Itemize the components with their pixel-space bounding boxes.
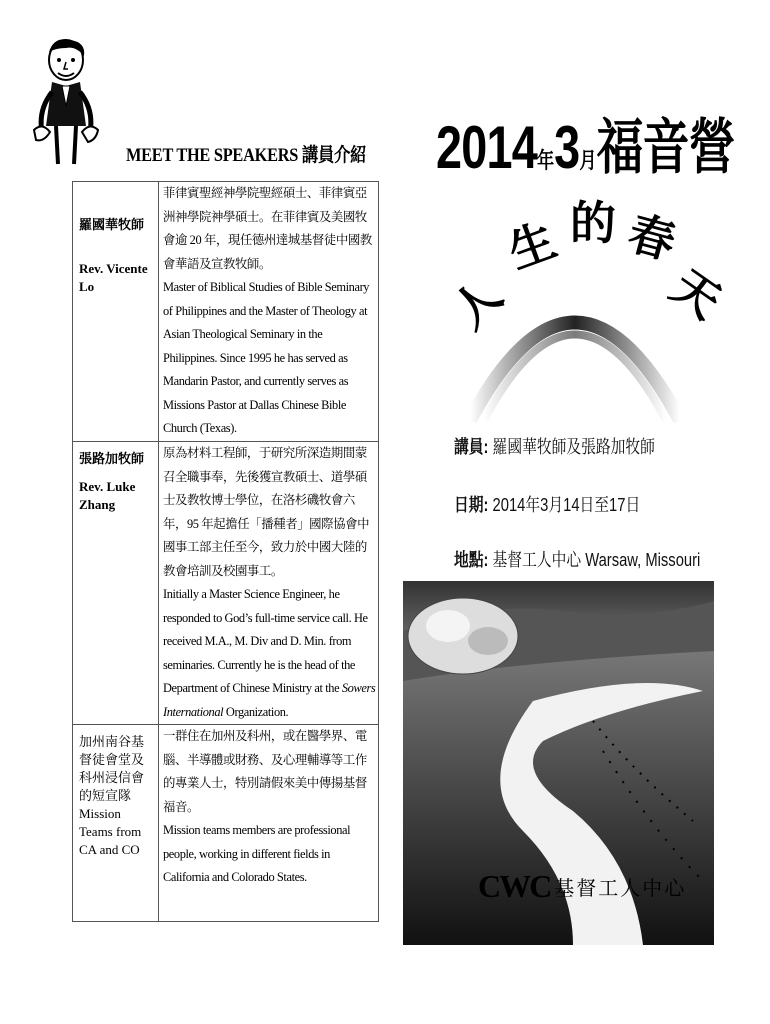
logo-text: 基督工人中心	[554, 878, 687, 900]
bio-en-text: Initially a Master Science Engineer, he responded to God’s full-time service call. He received M.A., M. Div and D. Min. from seminaries. Currently he is the head of the Department of Chinese Ministry at the	[163, 587, 368, 695]
cwc-logo	[478, 868, 686, 905]
speaker-bio-zh: 菲律賓聖經神學院聖經碩士、菲律賓亞洲神學院神學碩士。在菲律賓及美國牧會逾 20 年，現任德州達城基督徒中國教會華語及宣教牧師。	[163, 186, 372, 271]
info-date	[454, 491, 640, 517]
organization-name: Sowers International	[163, 681, 376, 719]
speaker-name-cell	[73, 725, 159, 922]
place-value: 基督工人中心 Warsaw, Missouri	[492, 550, 701, 570]
event-month-unit: 月	[579, 148, 597, 173]
speaker-name-en: Mission Teams from CA and CO	[79, 806, 142, 857]
speaker-bio-en	[163, 583, 376, 724]
speaker-row	[73, 442, 379, 725]
bio-en-text-end: Organization.	[223, 704, 289, 719]
theme-character: 春	[622, 205, 682, 270]
theme-character: 生	[501, 212, 564, 279]
speaker-bio-en: Mission teams members are professional people, working in different fields in California and Colorado States.	[163, 823, 351, 884]
speaker-name-cell	[73, 182, 159, 442]
theme-character: 人	[441, 268, 513, 340]
date-value: 2014年3月14日至17日	[492, 495, 641, 515]
speaker-name-en: Rev. Vicente Lo	[79, 261, 148, 294]
event-year-unit: 年	[536, 148, 555, 173]
speaker-name-en: Rev. Luke Zhang	[79, 479, 136, 512]
speaker-bio-cell	[159, 442, 379, 725]
speaker-row	[73, 182, 379, 442]
event-month: 3	[554, 114, 580, 181]
event-title	[436, 100, 735, 186]
speaker-bio-en: Master of Biblical Studies of Bible Seminary of Philippines and the Master of Theology at Asian Theological Seminary in the Philippines. Since 1995 he has served as Mandarin Pastor, and currently serves as Missions Pastor at Dallas Chinese Bible Church (Texas).	[163, 280, 370, 435]
speaker-name-cell	[73, 442, 159, 725]
speaker-name-zh: 羅國華牧師	[79, 217, 145, 232]
theme-rainbow-arc	[430, 196, 731, 420]
event-year: 2014	[436, 114, 537, 181]
speaker-bio-cell	[159, 725, 379, 922]
info-speakers	[454, 433, 655, 459]
place-label: 地點:	[454, 550, 489, 570]
speaker-bio-zh: 原為材料工程師，于研究所深造期間蒙召全職事奉，先後獲宣教碩士、道學碩士及教牧博士學位，在洛杉磯牧會六年，95 年起擔任「播種者」國際協會中國事工部主任至今，致力於中國大陸的教會培訓及校園事工。	[163, 446, 370, 578]
meet-the-speakers-heading: MEET THE SPEAKERS 講員介紹	[126, 145, 367, 166]
speakers-label: 講員:	[454, 437, 489, 457]
theme-character: 天	[661, 258, 731, 330]
speakers-table	[72, 181, 379, 922]
speaker-row	[73, 725, 379, 922]
cartoon-speaker-illustration	[30, 36, 100, 168]
date-label: 日期:	[454, 495, 489, 515]
speaker-bio-cell	[159, 182, 379, 442]
speaker-name-zh: 加州南谷基督徒會堂及科州浸信會的短宣隊	[79, 734, 145, 803]
event-camp-name: 福音營	[596, 114, 735, 181]
speaker-bio-zh: 一群住在加州及科州，或在醫學界、電腦、半導體或財務、及心理輔導等工作的專業人士，特別請假來美中傳揚基督福音。	[163, 729, 367, 814]
theme-character: 的	[570, 196, 616, 250]
speakers-value: 羅國華牧師及張路加牧師	[492, 437, 655, 457]
speaker-name-zh: 張路加牧師	[79, 451, 145, 466]
logo-mark: CWC	[478, 868, 551, 904]
info-place	[454, 546, 700, 572]
